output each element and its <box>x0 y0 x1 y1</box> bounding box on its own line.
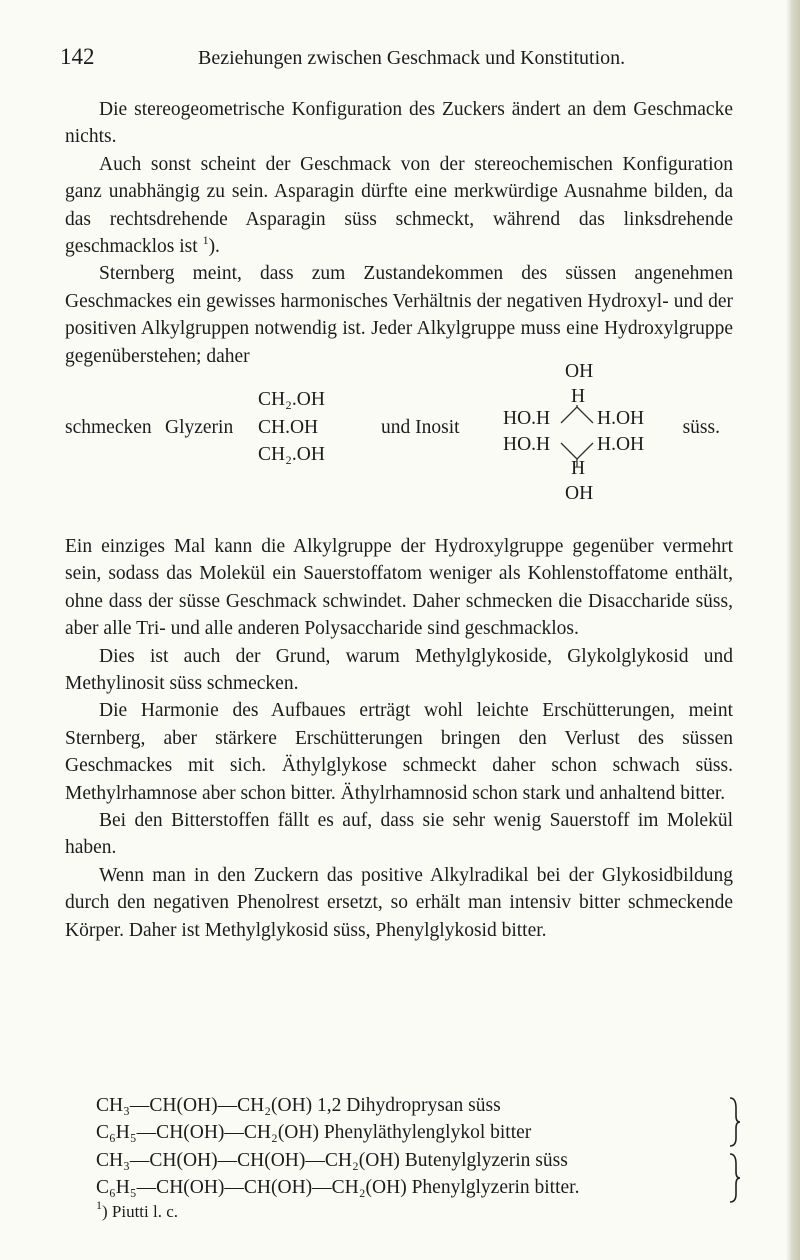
paragraph-7: Bei den Bitterstoffen fällt es auf, dass sie sehr wenig Sauerstoff im Molekül haben. <box>65 810 733 859</box>
formula-und-inosit: und Inosit <box>381 417 460 438</box>
inositol-lower-right: H.OH <box>597 434 645 455</box>
paragraph-5: Dies ist auch der Grund, warum Methylglykoside, Glykolglykosid und Methylinosit süss schmecken. <box>65 645 733 695</box>
glycerol-top: CH₂.OH <box>258 389 325 410</box>
inositol-upper-left: HO.H <box>503 408 551 429</box>
chem-line-1: CH₃—CH(OH)—CH₂(OH) 1,2 Dihydroprysan süss <box>96 1095 501 1116</box>
inositol-h-top: H <box>571 386 586 407</box>
chem-line-2: C₆H₅—CH(OH)—CH₂(OH) Phenyläthylenglykol bitter <box>96 1122 532 1144</box>
paragraph-4: Ein einziges Mal kann die Alkylgruppe der Hydroxylgruppe gegenüber vermehrt sein, sodass das Molekül ein Sauerstoffatom weniger als Kohlenstoffatome enthält, ohne dass der süsse Geschmack schwindet. Daher schmecken die Disaccharide süss, aber alle Tri- und alle anderen Polysaccharide sind geschmacklos. <box>65 536 733 640</box>
grouping-braces <box>726 1094 746 1214</box>
page-edge-shadow <box>786 0 800 1260</box>
inositol-lower-left: HO.H <box>503 434 551 455</box>
inositol-ring <box>545 405 625 485</box>
paragraph-3: Sternberg meint, dass zum Zustandekommen des süssen angenehmen Geschmackes ein gewisses harmonisches Verhältnis der negativen Hydroxyl- und der positiven Alkylgruppen notwendig ist. Jeder Alkylgruppe muss eine Hydroxylgruppe gegenüberstehen; daher <box>65 263 733 367</box>
formula-suess: süss. <box>682 417 720 438</box>
inositol-oh-top: OH <box>565 361 594 382</box>
text-block-top <box>65 96 733 370</box>
chem-list <box>96 1092 756 1202</box>
page-number: 142 <box>60 44 95 69</box>
paragraph-1: Die stereogeometrische Konfiguration des Zuckers ändert an dem Geschmacke nichts. <box>65 99 733 148</box>
footnote-text: ) Piutti l. c. <box>102 1202 179 1221</box>
inositol-h-bottom: H <box>571 458 586 479</box>
inositol-oh-bottom: OH <box>565 483 594 504</box>
paragraph-2: Auch sonst scheint der Geschmack von der stereochemischen Konfiguration ganz unabhängig zu sein. Asparagin dürfte eine merkwürdige Ausnahme bilden, da das rechtsdrehende Asparagin süss schmeckt, während das linksdrehende geschmacklos ist $^1$). <box>65 153 733 258</box>
footnote-ref: 1 <box>202 233 209 248</box>
paragraph-8: Wenn man in den Zuckern das positive Alkylradikal bei der Glykosidbildung durch den negativen Phenolrest ersetzt, so erhält man intensiv bitter schmeckende Körper. Daher ist Methylglykosid süss, Phenylglykosid bitter. <box>65 864 733 941</box>
page-header <box>60 44 740 78</box>
running-head: Beziehungen zwischen Geschmack und Konstitution. <box>198 47 626 69</box>
inositol-upper-right: H.OH <box>597 408 645 429</box>
formula-block <box>65 361 733 529</box>
text-block-bottom <box>65 533 733 944</box>
chem-line-4: C₆H₅—CH(OH)—CH(OH)—CH₂(OH) Phenylglyzerin bitter. <box>96 1177 580 1199</box>
glycerol-bottom: CH₂.OH <box>258 444 325 465</box>
footnote <box>96 1198 179 1222</box>
glycerol-middle: CH.OH <box>258 417 319 438</box>
paragraph-6: Die Harmonie des Aufbaues erträgt wohl leichte Erschütterungen, meint Sternberg, aber stärkere Erschütterungen bringen den Verlust des süssen Geschmackes mit sich. Äthylglykose schmeckt daher schon schwach süss. Methylrhamnose aber schon bitter. Äthylrhamnosid schon stark und anhaltend bitter. <box>65 700 733 804</box>
footnote-mark: 1 <box>96 1198 102 1212</box>
formula-glyzerin: Glyzerin <box>165 417 234 438</box>
formula-schmecken: schmecken <box>65 417 152 438</box>
chem-line-3: CH₃—CH(OH)—CH(OH)—CH₂(OH) Butenylglyzerin süss <box>96 1149 568 1171</box>
